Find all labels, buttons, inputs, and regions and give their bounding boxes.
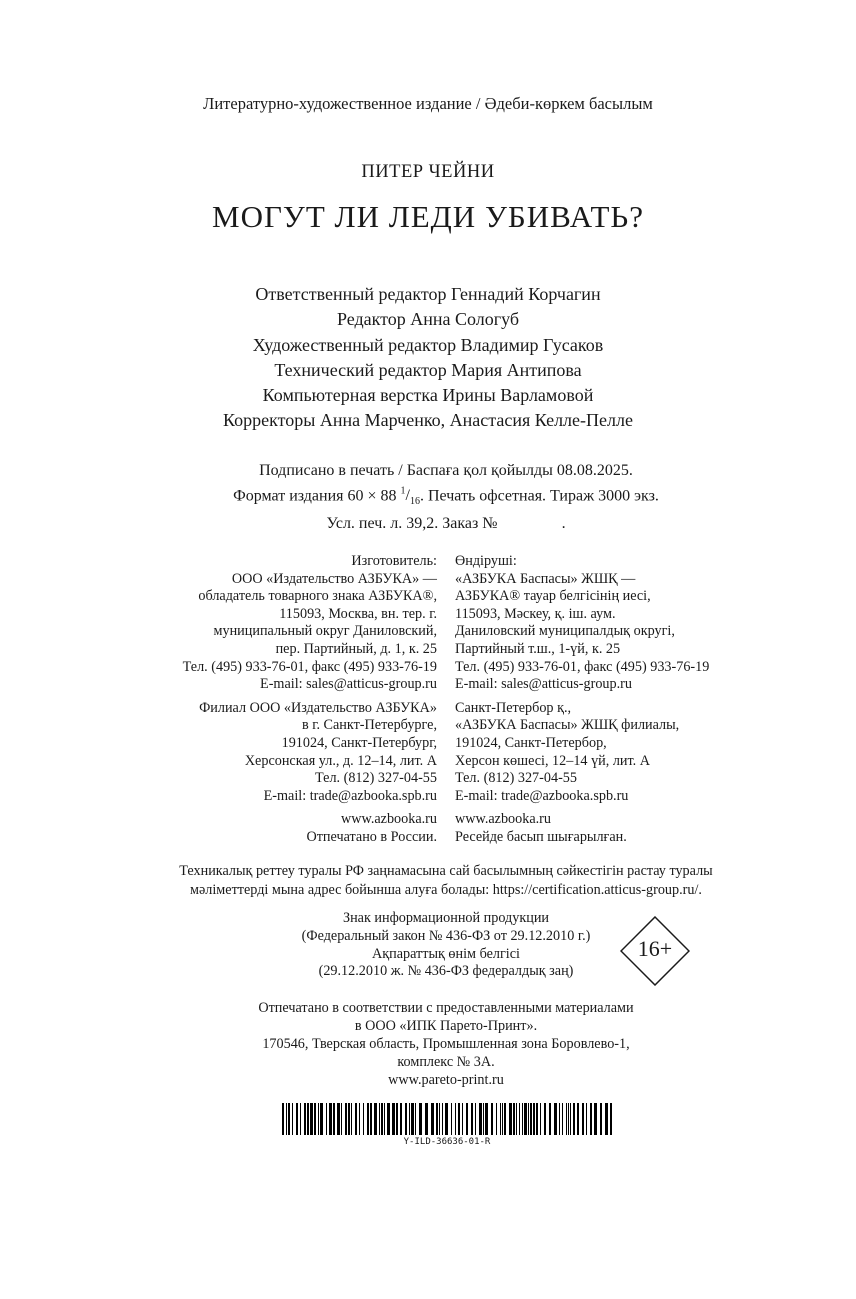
branch-line: Санкт-Петербор қ.,	[455, 699, 572, 716]
branch-line: «АЗБУКА Баспасы» ЖШҚ филиалы,	[455, 717, 680, 734]
manufacturer-line: пер. Партийный, д. 1, к. 25	[275, 640, 437, 657]
manufacturer-line: АЗБУКА® тауар белгісінің иесі,	[455, 588, 651, 605]
publication-info	[0, 460, 856, 534]
barcode-icon	[282, 1103, 612, 1135]
credit-line: Художественный редактор Владимир Гусаков	[252, 334, 604, 355]
footer-line: Отпечатано в России.	[306, 828, 437, 845]
tech-regulation-note	[0, 862, 856, 900]
manufacturer-line: «АЗБУКА Баспасы» ЖШҚ —	[455, 570, 636, 587]
manufacturer-line: E-mail: sales@atticus-group.ru	[455, 676, 632, 693]
barcode-label: Y-ILD-36636-01-R	[403, 1137, 491, 1147]
format-fraction	[400, 486, 420, 508]
signed-date: Подписано в печать / Баспаға қол қойылды 08.08.2025.	[259, 462, 633, 479]
manufacturer-line: муниципальный округ Даниловский,	[213, 623, 437, 640]
branch-line: 191024, Санкт-Петербург,	[281, 734, 437, 751]
credit-line: Компьютерная верстка Ирины Варламовой	[262, 385, 594, 406]
manufacturer-line: 115093, Москва, вн. тер. г.	[279, 605, 437, 622]
imprint-kazakh	[455, 553, 855, 847]
printer-info	[0, 999, 856, 1089]
manufacturer-line: Тел. (495) 933-76-01, факс (495) 933-76-19	[455, 658, 710, 675]
format-prefix: Формат издания 60 × 88	[233, 487, 401, 505]
age-rating: 16+	[637, 936, 673, 961]
info-product-sign	[0, 910, 856, 981]
tech-line: Техникалық реттеу туралы РФ заңнамасына сай басылымның сәйкестігін растау туралы	[179, 863, 713, 879]
printer-line: Отпечатано в соответствии с предоставленными материалами	[258, 1000, 634, 1016]
info-line: Знак информационной продукции	[342, 910, 550, 926]
info-line: Ақпараттық өнім белгісі	[372, 945, 520, 962]
manufacturer-line: Тел. (495) 933-76-01, факс (495) 933-76-19	[182, 658, 437, 675]
printer-line: 170546, Тверская область, Промышленная зона Боровлево-1,	[262, 1036, 630, 1052]
branch-line: 191024, Санкт-Петербор,	[455, 734, 607, 751]
footer-line: www.azbooka.ru	[341, 811, 437, 828]
manufacturer-line: обладатель товарного знака АЗБУКА®,	[198, 588, 437, 605]
branch-line: Херсон көшесі, 12–14 үй, лит. А	[455, 752, 651, 769]
book-title: МОГУТ ЛИ ЛЕДИ УБИВАТЬ?	[212, 199, 644, 234]
edition-type: Литературно-художественное издание / Әдеби-көркем басылым	[203, 94, 653, 113]
manufacturer-line: Өндіруші:	[455, 553, 517, 569]
manufacturer-line: 115093, Мәскеу, қ. іш. аум.	[455, 605, 616, 622]
manufacturer-line: Даниловский муниципалдық округі,	[455, 623, 675, 640]
tech-line: мәліметтерді мына адрес бойынша алуға болады: https://certification.atticus-group.ru/.	[190, 882, 702, 898]
sheets-order: Усл. печ. л. 39,2. Заказ № .	[326, 514, 566, 532]
fraction-slash: /	[405, 487, 410, 505]
credit-line: Корректоры Анна Марченко, Анастасия Келле-Пелле	[223, 410, 633, 431]
printer-line: в ООО «ИПК Парето-Принт».	[354, 1018, 538, 1034]
manufacturer-line: Партийный т.ш., 1-үй, к. 25	[455, 640, 621, 657]
format-suffix: . Печать офсетная. Тираж 3000 экз.	[419, 487, 659, 505]
info-line: (Федеральный закон № 436-ФЗ от 29.12.2010 г.)	[301, 927, 591, 944]
branch-line: Тел. (812) 327-04-55	[315, 770, 437, 787]
info-line: (29.12.2010 ж. № 436-ФЗ федералдық заң)	[318, 963, 574, 980]
footer-line: www.azbooka.ru	[455, 811, 551, 828]
fraction-numerator: 1	[400, 486, 406, 497]
footer-line: Ресейде басып шығарылған.	[455, 828, 627, 845]
branch-line: E-mail: trade@azbooka.spb.ru	[263, 787, 437, 804]
credit-line: Редактор Анна Сологуб	[336, 309, 520, 330]
branch-line: Херсонская ул., д. 12–14, лит. А	[244, 752, 437, 769]
author-name: ПИТЕР ЧЕЙНИ	[361, 162, 495, 182]
manufacturer-line: ООО «Издательство АЗБУКА» —	[231, 570, 437, 587]
branch-line: E-mail: trade@azbooka.spb.ru	[455, 787, 629, 804]
credit-line: Технический редактор Мария Антипова	[274, 359, 582, 380]
manufacturer-line: Изготовитель:	[351, 553, 437, 569]
printer-line: комплекс № 3А.	[397, 1054, 495, 1070]
format-line	[0, 481, 856, 513]
fraction-denominator: 16	[409, 496, 420, 508]
credits-block	[0, 282, 856, 434]
manufacturer-line: E-mail: sales@atticus-group.ru	[260, 676, 437, 693]
branch-line: в г. Санкт-Петербурге,	[301, 717, 437, 734]
branch-line: Тел. (812) 327-04-55	[455, 770, 577, 787]
branch-line: Филиал ООО «Издательство АЗБУКА»	[199, 699, 437, 716]
credit-line: Ответственный редактор Геннадий Корчагин	[255, 284, 601, 304]
printer-line: www.pareto-print.ru	[388, 1072, 504, 1088]
imprint-russian	[0, 553, 437, 847]
